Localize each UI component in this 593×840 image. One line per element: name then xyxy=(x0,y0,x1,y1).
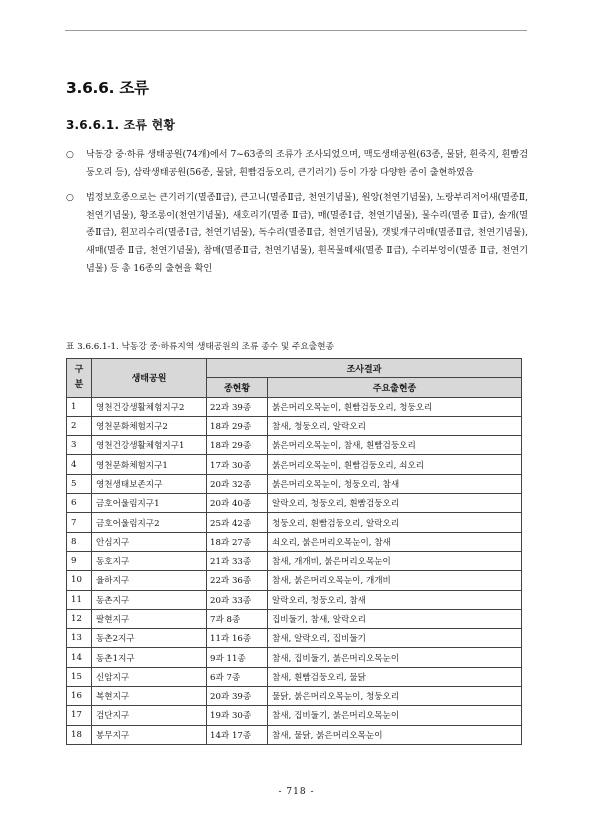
table-row xyxy=(67,513,522,532)
species-count: 20과 39종 xyxy=(207,687,268,706)
row-number: 15 xyxy=(67,667,92,686)
species-count: 7과 8종 xyxy=(207,609,268,628)
park-name: 영천생태보존지구 xyxy=(92,474,207,493)
park-name: 봉무지구 xyxy=(92,725,207,744)
species-count: 18과 27종 xyxy=(207,532,268,551)
table-row xyxy=(67,590,522,609)
row-number: 4 xyxy=(67,455,92,474)
table-row xyxy=(67,436,522,455)
table-row xyxy=(67,629,522,648)
main-species: 참새, 흰빰검둥오리, 물닭 xyxy=(268,667,522,686)
subsection-title: 3.6.6.1. 조류 현황 xyxy=(66,118,176,132)
header-rule xyxy=(65,30,527,31)
main-species: 쇠오리, 붉은머리오목눈이, 참새 xyxy=(268,532,522,551)
table-row xyxy=(67,667,522,686)
park-name: 검단지구 xyxy=(92,706,207,725)
park-name: 팔현지구 xyxy=(92,609,207,628)
table-row xyxy=(67,397,522,416)
table-caption: 표 3.6.6.1-1. 낙동강 중·하류지역 생태공원의 조류 종수 및 주요출현종 xyxy=(66,342,334,352)
table-row xyxy=(67,706,522,725)
species-count: 22과 36종 xyxy=(207,571,268,590)
row-number: 3 xyxy=(67,436,92,455)
species-count: 14과 17종 xyxy=(207,725,268,744)
main-species: 참새, 집비둘기, 붉은머리오목눈이 xyxy=(268,648,522,667)
table-row xyxy=(67,532,522,551)
row-number: 10 xyxy=(67,571,92,590)
species-count: 18과 29종 xyxy=(207,416,268,435)
main-species: 붉은머리오목눈이, 흰빰검둥오리, 쇠오리 xyxy=(268,455,522,474)
species-count: 20과 32종 xyxy=(207,474,268,493)
page-number: - 718 - xyxy=(278,787,315,797)
main-species: 참새, 집비둘기, 붉은머리오목눈이 xyxy=(268,706,522,725)
species-count: 18과 29종 xyxy=(207,436,268,455)
bird-survey-table xyxy=(66,358,522,745)
species-count: 6과 7종 xyxy=(207,667,268,686)
row-number: 18 xyxy=(67,725,92,744)
species-count: 25과 42종 xyxy=(207,513,268,532)
table-header-row xyxy=(67,359,522,378)
main-species: 청둥오리, 흰빰검둥오리, 알락오리 xyxy=(268,513,522,532)
row-number: 13 xyxy=(67,629,92,648)
table-row xyxy=(67,494,522,513)
bullet-mark: ○ xyxy=(66,150,74,160)
species-count: 11과 16종 xyxy=(207,629,268,648)
bullet-text: 낙동강 중·하류 생태공원(74개)에서 7~63종의 조류가 조사되었으며, 맥도생태공원(63종, 물닭, 흰죽지, 흰빰검둥오리 등), 삼락생태공원(56종, 물닭, 흰빰검둥오리, 큰기러기) 등이 가장 다양한 종이 출현하였음 xyxy=(86,150,528,178)
park-name: 안심지구 xyxy=(92,532,207,551)
main-species: 붉은머리오목눈이, 흰빰검둥오리, 청둥오리 xyxy=(268,397,522,416)
main-species: 붉은머리오목눈이, 참새, 흰빰검둥오리 xyxy=(268,436,522,455)
table-row xyxy=(67,687,522,706)
park-name: 영천건강생활체험지구2 xyxy=(92,397,207,416)
row-number: 9 xyxy=(67,551,92,570)
park-name: 금호어울림지구2 xyxy=(92,513,207,532)
bullet-mark: ○ xyxy=(66,193,74,204)
table-row xyxy=(67,571,522,590)
main-species: 알락오리, 청둥오리, 참새 xyxy=(268,590,522,609)
species-count: 19과 30종 xyxy=(207,706,268,725)
table-row xyxy=(67,416,522,435)
row-number: 11 xyxy=(67,590,92,609)
main-species: 참새, 물닭, 붉은머리오목눈이 xyxy=(268,725,522,744)
main-species: 알락오리, 청둥오리, 흰빰검둥오리 xyxy=(268,494,522,513)
park-name: 동촌2지구 xyxy=(92,629,207,648)
park-name: 신암지구 xyxy=(92,667,207,686)
row-number: 12 xyxy=(67,609,92,628)
park-name: 영천문화체험지구2 xyxy=(92,416,207,435)
park-name: 율하지구 xyxy=(92,571,207,590)
row-number: 14 xyxy=(67,648,92,667)
table-row xyxy=(67,455,522,474)
main-species: 집비둘기, 참새, 알락오리 xyxy=(268,609,522,628)
park-name: 동촌지구 xyxy=(92,590,207,609)
park-name: 금호어울림지구1 xyxy=(92,494,207,513)
bullet-list xyxy=(66,147,528,286)
header-gu-2: 분 xyxy=(74,379,84,390)
header-count: 종현황 xyxy=(207,378,268,397)
header-park: 생태공원 xyxy=(92,359,207,398)
table-row xyxy=(67,551,522,570)
row-number: 7 xyxy=(67,513,92,532)
table-row xyxy=(67,725,522,744)
row-number: 1 xyxy=(67,397,92,416)
main-species: 참새, 알락오리, 집비둘기 xyxy=(268,629,522,648)
bullet-item xyxy=(66,190,528,278)
main-species: 물닭, 붉은머리오목눈이, 청둥오리 xyxy=(268,687,522,706)
park-name: 복현지구 xyxy=(92,687,207,706)
row-number: 17 xyxy=(67,706,92,725)
row-number: 5 xyxy=(67,474,92,493)
species-count: 20과 40종 xyxy=(207,494,268,513)
species-count: 21과 33종 xyxy=(207,551,268,570)
park-name: 동촌1지구 xyxy=(92,648,207,667)
park-name: 동호지구 xyxy=(92,551,207,570)
section-title: 3.6.6. 조류 xyxy=(66,79,149,97)
species-count: 17과 30종 xyxy=(207,455,268,474)
bullet-text: 법정보호종으로는 큰기러기(멸종Ⅱ급), 큰고니(멸종Ⅱ급, 천연기념물), 원앙(천연기념물), 노랑부리저어새(멸종Ⅱ, 천연기념물), 황조롱이(천연기념물), 새호리기(멸종 Ⅱ급), 매(멸종Ⅰ급, 천연기념물), 물수리(멸종 Ⅱ급), 솔개(멸종Ⅱ급), 흰꼬리수리(멸종Ⅰ급, 천연기념물), 독수리(멸종Ⅱ급, 천연기념물), 갯빛개구리매(멸종Ⅱ급, 천연기념물), 새매(멸종 Ⅱ급, 천연기념물), 참매(멸종Ⅱ급, 천연기념물), 흰목물떼새(멸종 Ⅱ급), 수리부엉이(멸종 Ⅱ급, 천연기념물) 등 총 16종의 출현을 확인 xyxy=(86,193,528,274)
header-survey: 조사결과 xyxy=(207,359,522,378)
row-number: 16 xyxy=(67,687,92,706)
table-body xyxy=(67,397,522,744)
species-count: 20과 33종 xyxy=(207,590,268,609)
header-species: 주요출현종 xyxy=(268,378,522,397)
header-gu xyxy=(67,359,92,398)
table-row xyxy=(67,474,522,493)
row-number: 8 xyxy=(67,532,92,551)
table-row xyxy=(67,609,522,628)
species-count: 9과 11종 xyxy=(207,648,268,667)
header-gu-1: 구 xyxy=(74,364,84,375)
row-number: 2 xyxy=(67,416,92,435)
row-number: 6 xyxy=(67,494,92,513)
main-species: 참새, 붉은머리오목눈이, 개개비 xyxy=(268,571,522,590)
main-species: 붉은머리오목눈이, 청둥오리, 참새 xyxy=(268,474,522,493)
park-name: 영천문화체험지구1 xyxy=(92,455,207,474)
table-row xyxy=(67,648,522,667)
main-species: 참새, 청둥오리, 알락오리 xyxy=(268,416,522,435)
park-name: 영천건강생활체험지구1 xyxy=(92,436,207,455)
main-species: 참새, 개개비, 붉은머리오목눈이 xyxy=(268,551,522,570)
bullet-item xyxy=(66,147,528,182)
species-count: 22과 39종 xyxy=(207,397,268,416)
